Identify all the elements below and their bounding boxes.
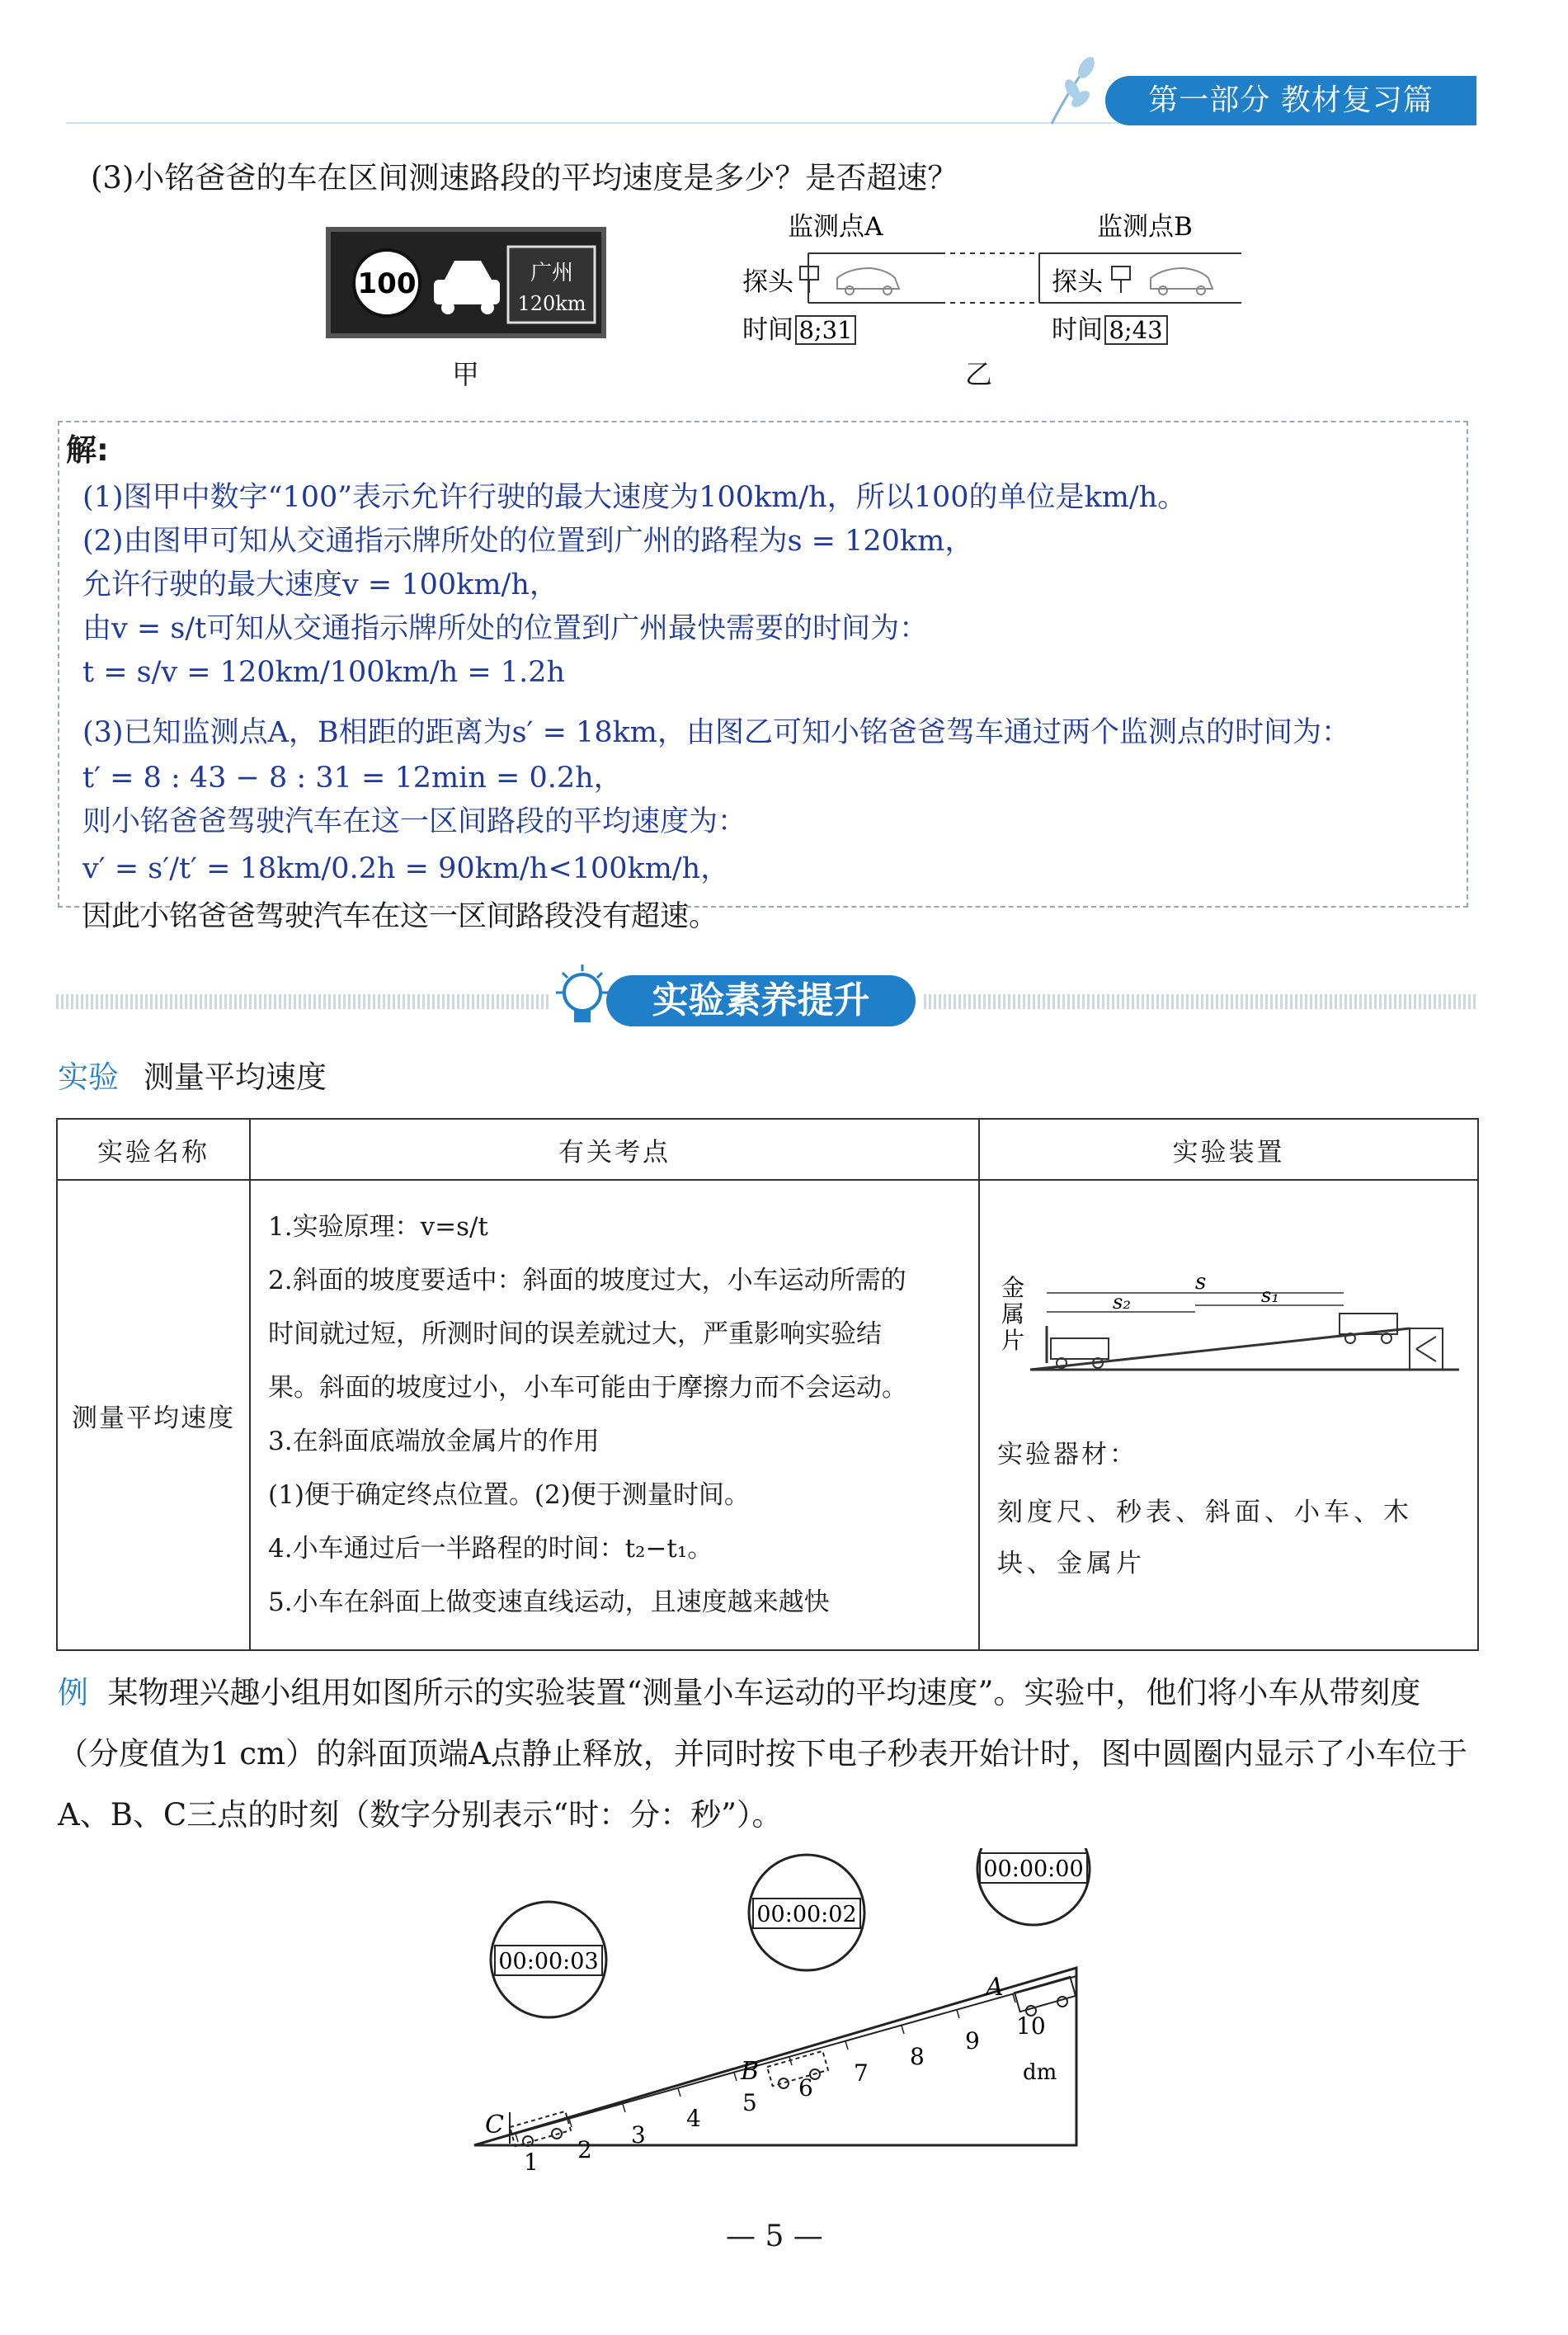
solution-line: 允许行驶的最大速度v = 100km/h， <box>82 568 558 601</box>
key-point: 4.小车通过后一半路程的时间：t₂−t₁。 <box>268 1534 713 1564</box>
s-label: s <box>1195 1272 1207 1295</box>
ruler-ticks <box>524 2012 1046 2176</box>
metal-label-2: 属 <box>1001 1300 1025 1328</box>
svg-text:6: 6 <box>798 2074 813 2102</box>
time-label-a: 时间 <box>742 315 793 345</box>
speed-limit-number: 100 <box>357 267 417 300</box>
time-label-b: 时间 <box>1052 315 1103 345</box>
key-point: 3.在斜面底端放金属片的作用 <box>268 1427 600 1456</box>
solution-line: v′ = s′/t′ = 18km/0.2h = 90km/h<100km/h， <box>82 852 730 885</box>
banner-rule-right <box>924 994 1476 1009</box>
example-text <box>58 1663 1476 1846</box>
point-a: A <box>986 1973 1004 2002</box>
caption-jia: 甲 <box>452 358 479 390</box>
example-tag: 例 <box>58 1675 88 1710</box>
caption-yi: 乙 <box>965 358 992 390</box>
point-b: B <box>741 2057 760 2086</box>
table-header: 实验名称 <box>57 1119 250 1180</box>
svg-text:8: 8 <box>910 2043 925 2070</box>
s1-label: s₁ <box>1261 1284 1279 1307</box>
clock-b: 00:00:02 <box>756 1902 857 1927</box>
experiment-title: 测量平均速度 <box>144 1059 327 1095</box>
solution-line: 则小铭爸爸驾驶汽车在这一区间路段的平均速度为： <box>82 805 747 838</box>
svg-text:1: 1 <box>524 2149 539 2176</box>
svg-text:10: 10 <box>1016 2012 1046 2040</box>
svg-text:5: 5 <box>742 2089 757 2116</box>
svg-text:2: 2 <box>577 2136 592 2163</box>
solution-line: 由v = s/t可知从交通指示牌所处的位置到广州最快需要的时间为： <box>82 612 929 645</box>
car-icon <box>434 261 500 314</box>
car-outline-icon <box>837 268 1212 295</box>
cart-c-icon <box>510 2111 571 2146</box>
question-3: (3)小铭爸爸的车在区间测速路段的平均速度是多少？是否超速？ <box>91 160 958 196</box>
clock-a: 00:00:00 <box>983 1856 1084 1882</box>
experiment-name: 测量平均速度 <box>57 1180 250 1650</box>
experiment-tag: 实验 <box>58 1059 119 1095</box>
traffic-sign <box>326 227 606 338</box>
svg-text:4: 4 <box>686 2105 701 2132</box>
key-point: 2.斜面的坡度要适中：斜面的坡度过大，小车运动所需的 <box>268 1266 906 1295</box>
apparatus-cell <box>979 1180 1478 1650</box>
incline-clock-diagram <box>462 1848 1105 2178</box>
sign-distance: 120km <box>517 292 586 315</box>
solution-line: t′ = 8 : 43 − 8 : 31 = 12min = 0.2h， <box>82 762 623 795</box>
key-point: 5.小车在斜面上做变速直线运动，且速度越来越快 <box>268 1587 830 1617</box>
probe-label-b: 探头 <box>1052 267 1103 297</box>
banner-rule-left <box>56 994 551 1009</box>
probe-label-a: 探头 <box>742 267 793 297</box>
sign-city: 广州 <box>530 261 574 285</box>
solution-line: t = s/v = 120km/100km/h = 1.2h <box>82 656 566 689</box>
svg-text:9: 9 <box>965 2027 980 2054</box>
key-point: (1)便于确定终点位置。(2)便于测量时间。 <box>268 1480 750 1510</box>
monitor-diagram <box>726 210 1254 359</box>
key-point: 果。斜面的坡度过小，小车可能由于摩擦力而不会运动。 <box>268 1373 907 1403</box>
key-point: 时间就过短，所测时间的误差就过大，严重影响实验结 <box>268 1319 882 1349</box>
s2-label: s₂ <box>1113 1290 1131 1314</box>
leaf-icon <box>1035 50 1109 128</box>
key-point: 1.实验原理：v=s/t <box>268 1212 488 1242</box>
solution-line: 因此小铭爸爸驾驶汽车在这一区间路段没有超速。 <box>82 900 718 933</box>
experiment-heading <box>58 1052 327 1097</box>
page-number: — 5 — <box>726 2219 823 2253</box>
table-header: 实验装置 <box>979 1119 1478 1180</box>
experiment-table <box>56 1118 1479 1651</box>
solution-line: (2)由图甲可知从交通指示牌所处的位置到广州的路程为s = 120km， <box>82 525 974 558</box>
part-badge: 第一部分 教材复习篇 <box>1105 76 1476 125</box>
table-header: 有关考点 <box>250 1119 979 1180</box>
svg-text:7: 7 <box>854 2059 869 2087</box>
point-c: C <box>485 2111 504 2139</box>
solution-title: 解: <box>66 432 109 468</box>
equipment-list: 刻度尺、秒表、斜面、小车、木块、金属片 <box>997 1498 1413 1578</box>
svg-text:3: 3 <box>631 2121 646 2149</box>
unit-label: dm <box>1023 2060 1057 2085</box>
time-b-value: 8;43 <box>1109 316 1163 344</box>
clock-c: 00:00:03 <box>498 1949 599 1974</box>
equipment-title: 实验器材： <box>997 1440 1137 1469</box>
solution-line: (3)已知监测点A，B相距的距离为s′ = 18km，由图乙可知小铭爸爸驾车通过两个监测点的时间为： <box>82 716 1350 749</box>
section-banner: 实验素养提升 <box>606 975 916 1026</box>
time-a-value: 8;31 <box>798 316 853 344</box>
lightbulb-icon <box>551 961 613 1031</box>
incline-diagram <box>997 1272 1459 1413</box>
metal-label-3: 片 <box>1001 1327 1025 1354</box>
point-b-label: 监测点B <box>1097 212 1193 242</box>
point-a-label: 监测点A <box>788 212 883 242</box>
example-body: 某物理兴趣小组用如图所示的实验装置“测量小车运动的平均速度”。实验中，他们将小车从带刻度（分度值为1 cm）的斜面顶端A点静止释放，并同时按下电子秒表开始计时，图中圆圈内显示了小车位于A、B、C三点的时刻（数字分别表示“时：分：秒”）。 <box>58 1675 1467 1833</box>
solution-line: (1)图甲中数字“100”表示允许行驶的最大速度为100km/h，所以100的单位是km/h。 <box>82 481 1187 514</box>
metal-label-1: 金 <box>1001 1274 1025 1301</box>
cart-c-wheels-icon <box>523 2129 562 2146</box>
key-points <box>250 1180 979 1650</box>
